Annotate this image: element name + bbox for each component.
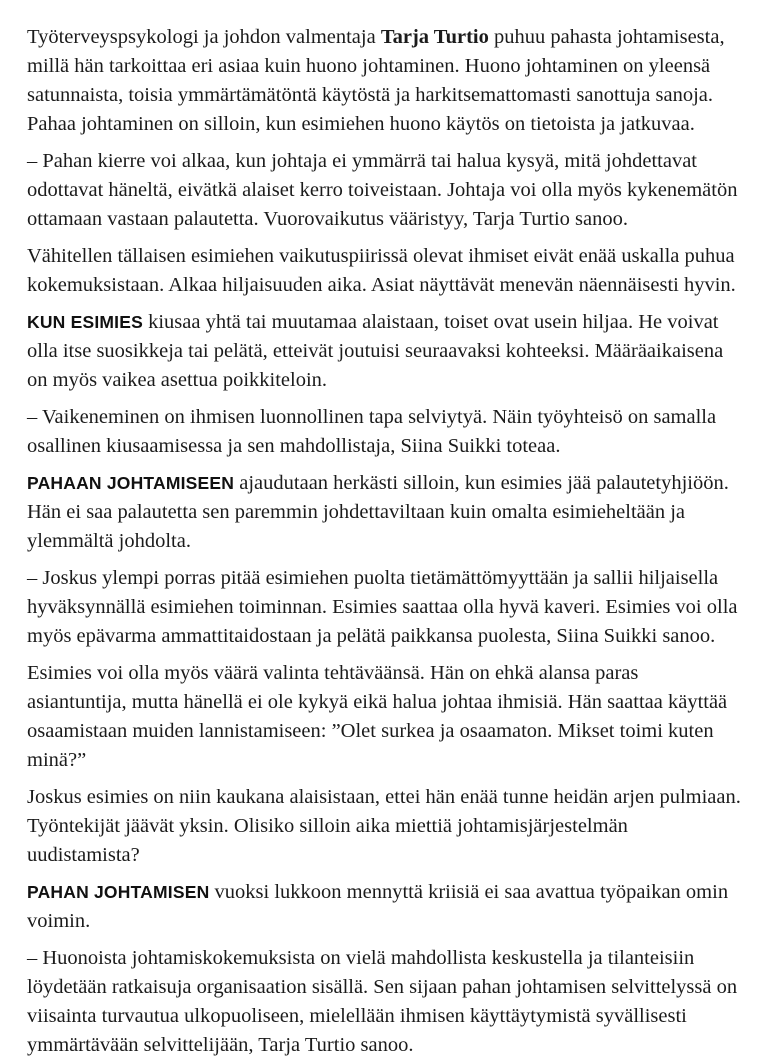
paragraph <box>27 242 741 300</box>
person-name-bold: Tarja Turtio <box>380 26 489 48</box>
body-text: Joskus esimies on niin kaukana alaisistaan, ettei hän enää tunne heidän arjen pulmiaan. Työntekijät jäävät yksin. Olisiko silloin aika miettiä johtamisjärjestelmän uudistamista? <box>27 786 741 866</box>
paragraph <box>27 659 741 775</box>
body-text: Esimies voi olla myös väärä valinta tehtäväänsä. Hän on ehkä alansa paras asiantuntija, mutta hänellä ei ole kykyä eikä halua johtaa ihmisiä. Hän saattaa käyttää osaamistaan muiden lannistamiseen: ”Olet surkea ja osaamaton. Mikset toimi kuten minä?” <box>27 662 728 771</box>
body-text: – Huonoista johtamiskokemuksista on vielä mahdollista keskustella ja tilanteisiin löydetään ratkaisuja organisaation sisällä. Sen sijaan pahan johtamisen selvittelyssä on viisainta turvautua ulkopuoliseen, mielellään ihmisen käyttäytymistä syvällisesti ymmärtävään selvittelijään, Tarja Turtio sanoo. <box>27 947 738 1056</box>
body-text: – Pahan kierre voi alkaa, kun johtaja ei ymmärrä tai halua kysyä, mitä johdettavat odottavat häneltä, eivätkä alaiset kerro toiveistaan. Johtaja voi olla myös kykenemätön ottamaan vastaan palautetta. Vuorovaikutus vääristyy, Tarja Turtio sanoo. <box>27 150 738 230</box>
paragraph <box>27 147 741 234</box>
body-text: – Joskus ylempi porras pitää esimiehen puolta tietämättömyyttään ja sallii hiljaisella hyväksynnällä esimiehen toiminnan. Esimies saattaa olla hyvä kaveri. Esimies voi olla myös epävarma ammattitaidostaan ja pelätä paikkansa puolesta, Siina Suikki sanoo. <box>27 567 738 647</box>
body-text: puhuu pahasta johtamisesta, millä hän tarkoittaa eri asiaa kuin huono johtaminen. Huono johtaminen on yleensä satunnaista, toisia ymmärtämätöntä käytöstä ja harkitsemattomasti sanottuja sanoja. Pahaa johtaminen on silloin, kun esimiehen huono käytös on tietoista ja jatkuvaa. <box>27 26 725 135</box>
body-text: – Vaikeneminen on ihmisen luonnollinen tapa selviytyä. Näin työyhteisö on samalla osallinen kiusaamisessa ja sen mahdollistaja, Siina Suikki toteaa. <box>27 406 717 457</box>
body-text: ajaudutaan herkästi silloin, kun esimies jää palautetyhjiöön. Hän ei saa palautetta sen paremmin johdettaviltaan kuin omalta esimieheltään ja ylemmältä johdolta. <box>27 472 729 552</box>
paragraph <box>27 878 741 936</box>
body-text: vuoksi lukkoon mennyttä kriisiä ei saa avattua työpaikan omin voimin. <box>27 881 729 932</box>
body-text: Työterveyspsykologi ja johdon valmentaja <box>27 26 381 48</box>
lead-in-text: PAHAAN JOHTAMISEEN <box>27 473 235 493</box>
body-text: kiusaa yhtä tai muutamaa alaistaan, toiset ovat usein hiljaa. He voivat olla itse suosikkeja tai pelätä, etteivät joutuisi seuraavaksi kohteeksi. Määräaikaisena on myös vaikea asettua poikkiteloin. <box>27 311 724 391</box>
paragraph <box>27 23 741 139</box>
paragraph <box>27 308 741 395</box>
paragraph <box>27 783 741 870</box>
paragraph <box>27 944 741 1060</box>
paragraph <box>27 403 741 461</box>
paragraph <box>27 564 741 651</box>
lead-in-text: KUN ESIMIES <box>27 312 143 332</box>
lead-in-text: PAHAN JOHTAMISEN <box>27 882 210 902</box>
paragraph <box>27 469 741 556</box>
body-text: Vähitellen tällaisen esimiehen vaikutuspiirissä olevat ihmiset eivät enää uskalla puhua kokemuksistaan. Alkaa hiljaisuuden aika. Asiat näyttävät menevän näennäisesti hyvin. <box>27 245 736 296</box>
